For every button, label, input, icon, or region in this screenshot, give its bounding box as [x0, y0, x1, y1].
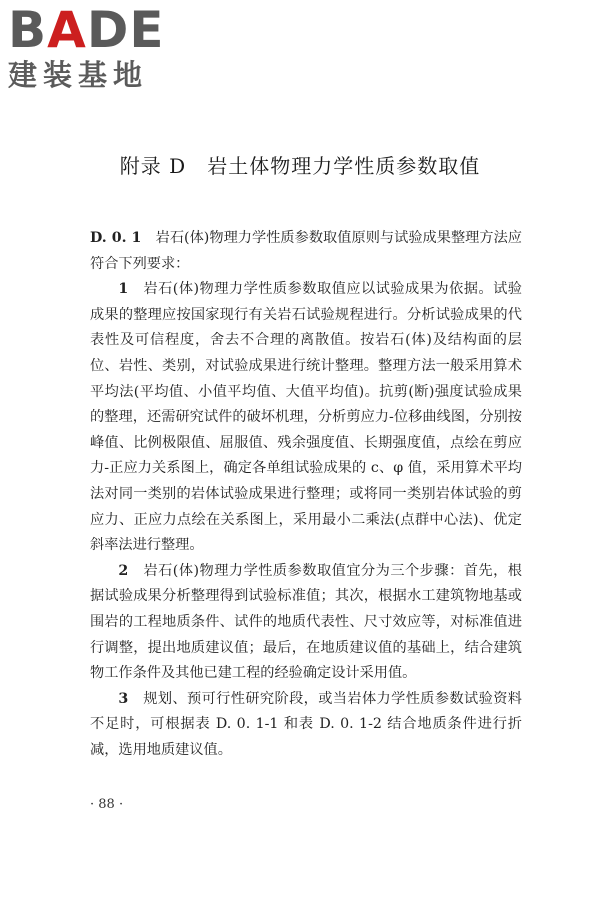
item-number: 1 — [118, 281, 129, 298]
logo — [8, 1, 183, 92]
document-body — [90, 226, 522, 763]
item-text: 岩石(体)物理力学性质参数取值应以试验成果为依据。试验成果的整理应按国家现行有关岩石试验规程进行。分析试验成果的代表性及可信程度，舍去不合理的离散值。按岩石(体)及结构面的层位、岩性、类别，对试验成果进行统计整理。整理方法一般采用算术平均法(平均值、小值平均值、大值平均值)。抗剪(断)强度试验成果的整理，还需研究试件的破坏机理，分析剪应力-位移曲线图，分别按峰值、比例极限值、屈服值、残余强度值、长期强度值，点绘在剪应力-正应力关系图上，确定各单组试验成果的 c、φ 值，采用算术平均法对同一类别的岩体试验成果进行整理；或将同一类别岩体试验的剪应力、正应力点绘在关系图上，采用最小二乘法(点群中心法)、优定斜率法进行整理。 — [90, 281, 522, 554]
item-2 — [90, 559, 522, 687]
clause-text: 岩石(体)物理力学性质参数取值原则与试验成果整理方法应符合下列要求： — [90, 230, 522, 272]
logo-subtitle: 建装基地 — [8, 58, 149, 92]
item-number: 2 — [118, 562, 129, 579]
clause-d-0-1 — [90, 226, 522, 277]
logo-wordmark: BADE — [8, 1, 165, 59]
page-number: · 88 · — [90, 797, 124, 812]
clause-number: D. 0. 1 — [90, 230, 142, 246]
item-number: 3 — [118, 690, 129, 707]
item-text: 岩石(体)物理力学性质参数取值宜分为三个步骤：首先，根据试验成果分析整理得到试验标准值；其次，根据水工建筑物地基或围岩的工程地质条件、试件的地质代表性、尺寸效应等，对标准值进行调整，提出地质建议值；最后，在地质建议值的基础上，结合建筑物工作条件及其他已建工程的经验确定设计采用值。 — [90, 562, 522, 682]
item-text: 规划、预可行性研究阶段，或当岩体力学性质参数试验资料不足时，可根据表 D. 0. 1-1 和表 D. 0. 1-2 结合地质条件进行折减，选用地质建议值。 — [90, 690, 522, 758]
item-1 — [90, 277, 522, 559]
item-3 — [90, 687, 522, 764]
appendix-title: 附录 D 岩土体物理力学性质参数取值 — [119, 154, 481, 178]
